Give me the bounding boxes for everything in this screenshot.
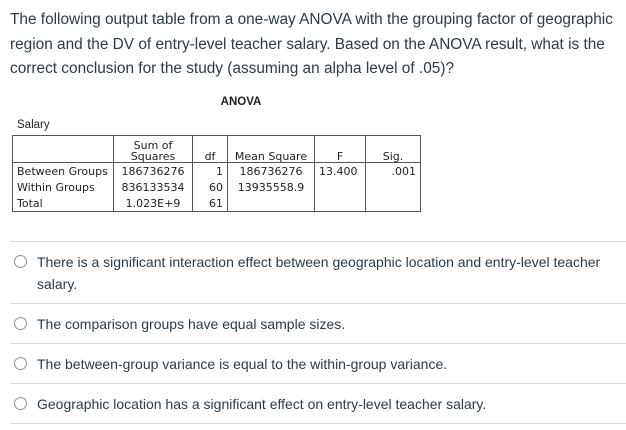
radio-button-icon[interactable] [14,317,27,330]
answer-option-2[interactable] [10,303,626,343]
row-ms [228,195,315,212]
row-f [315,179,366,195]
row-ms: 13935558.9 [228,179,315,195]
anova-title: ANOVA [220,96,262,108]
header-sum-of-squares [114,136,193,163]
header-mean-square: Mean Square [228,136,315,163]
row-df: 61 [193,195,228,212]
row-ss: 836133534 [121,180,185,194]
row-sig [366,179,421,195]
radio-button-icon[interactable] [14,357,27,370]
header-df: df [193,136,228,163]
header-sig: Sig. [366,136,421,163]
row-ss: 186736276 [121,164,185,178]
row-source: Total [13,195,114,212]
dependent-variable-label: Salary [17,119,50,131]
answer-option-label[interactable]: The comparison groups have equal sample sizes. [37,316,346,332]
row-f: 13.400 [315,163,366,180]
answer-option-label[interactable]: Geographic location has a significant effect on entry-level teacher salary. [37,396,487,412]
radio-button-icon[interactable] [14,255,27,268]
header-source [13,136,114,163]
row-source: Between Groups [13,163,114,180]
row-f [315,195,366,212]
row-sig: .001 [366,163,421,180]
header-f: F [315,136,366,163]
row-df: 60 [193,179,228,195]
table-row [13,163,421,180]
table-row [13,195,421,212]
row-ss: 1.023E+9 [114,195,193,212]
answer-option-4[interactable] [10,383,626,424]
question-text: The following output table from a one-way ANOVA with the grouping factor of geographic region and the DV of entry-level teacher salary. Based on the ANOVA result, what is the correct conclusion for the study (assuming an alpha level of .05)? [10,11,613,77]
row-df: 1 [193,163,228,180]
header-ss-line1: Sum of [133,139,173,152]
table-row [13,179,421,195]
row-source: Within Groups [13,179,114,195]
answer-option-label[interactable]: The between-group variance is equal to the within-group variance. [37,356,448,372]
answer-option-1[interactable] [10,241,626,303]
header-ss-line2: Squares [130,150,176,163]
answer-option-3[interactable] [10,343,626,383]
radio-button-icon[interactable] [14,397,27,410]
anova-table [12,135,421,212]
answer-options [10,241,626,424]
anova-header-row [13,136,421,163]
answer-option-label[interactable]: There is a significant interaction effect between geographic location and entry-level teacher salary. [37,254,601,292]
row-ms: 186736276 [228,163,315,180]
row-sig [366,195,421,212]
